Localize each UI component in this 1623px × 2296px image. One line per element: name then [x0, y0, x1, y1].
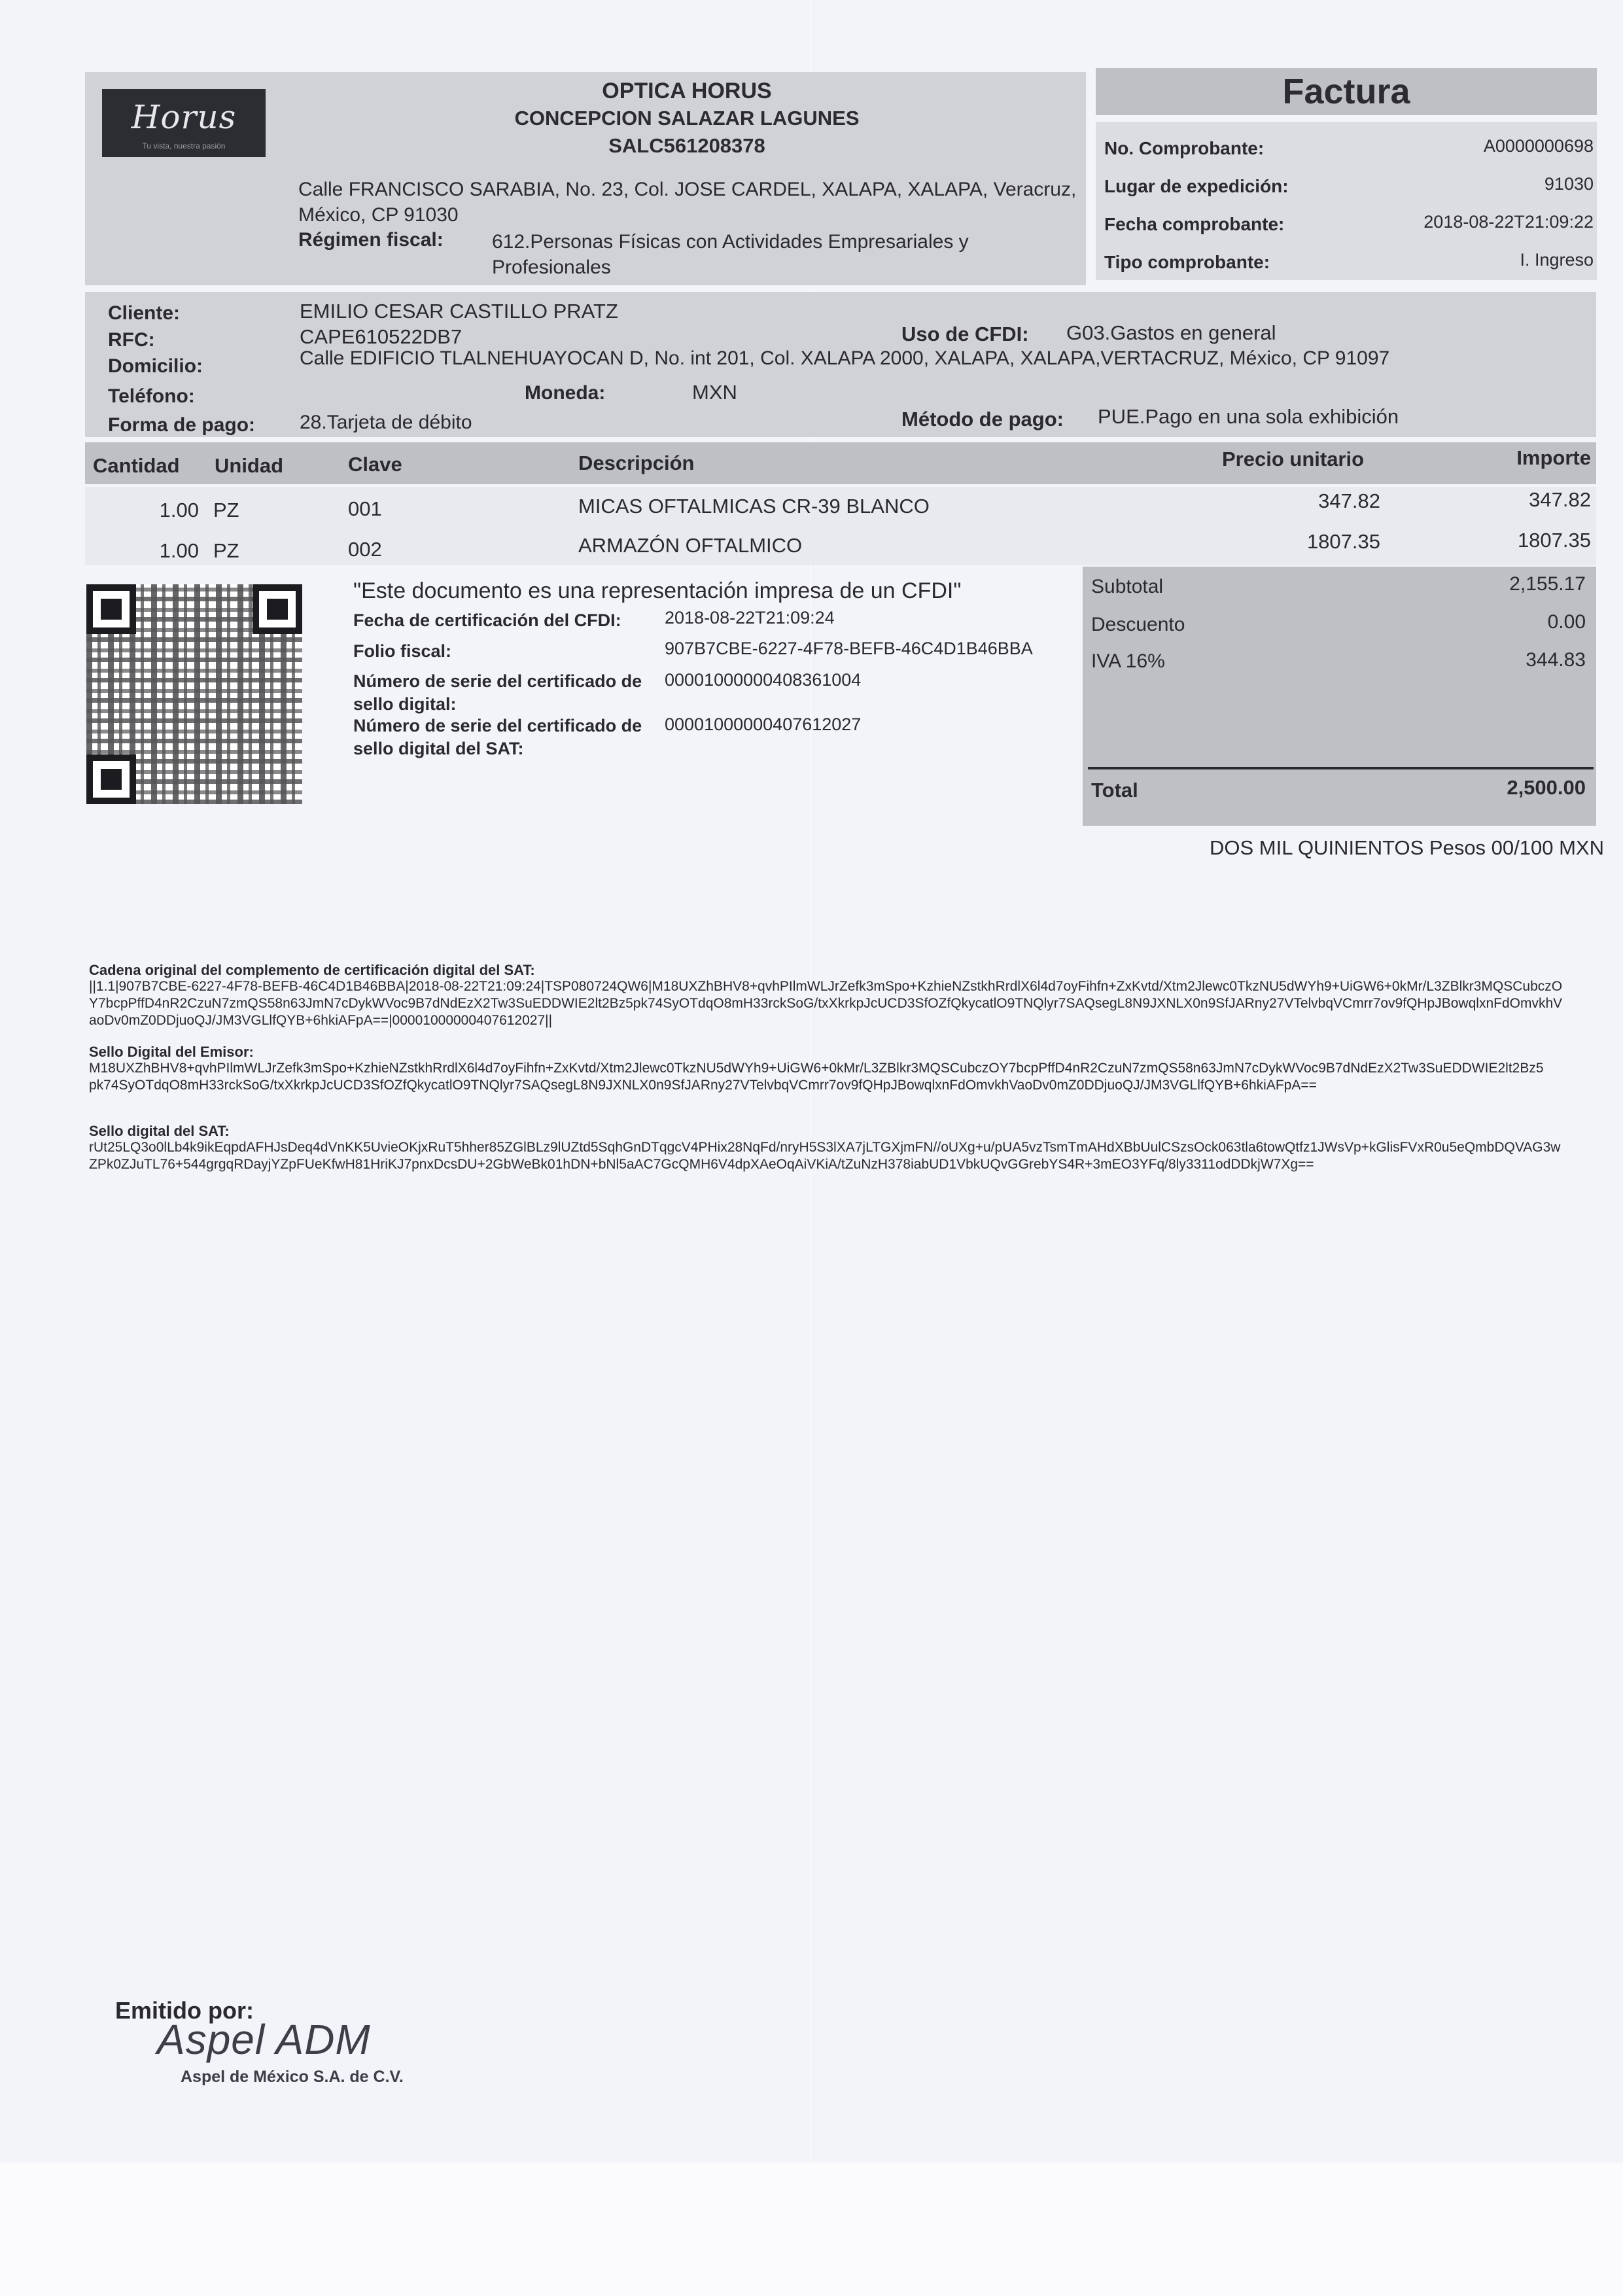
col-precio-header: Precio unitario	[1222, 448, 1365, 470]
metodo-pago-label: Método de pago:	[901, 408, 1064, 431]
lugar-expedicion-value: 91030	[1544, 174, 1594, 194]
no-comprobante-value: A0000000698	[1483, 136, 1594, 156]
tipo-comprobante-value: I. Ingreso	[1520, 250, 1594, 270]
iva-label: IVA 16%	[1091, 650, 1165, 672]
telefono-label: Teléfono:	[108, 385, 195, 407]
row1-importe: 347.82	[1529, 488, 1591, 511]
total-divider	[1088, 767, 1594, 769]
cadena-original-value: ||1.1|907B7CBE-6227-4F78-BEFB-46C4D1B46BBA|2018-08-22T21:09:24|TSP080724QW6|M18UXZhBHV8+qvhPIlmWLJrZefk3mSpo+KzhieNZstkhRrdlX6l4d7oyFihfn+ZxKvtd/Xtm2Jlewc0TkzNU5dWYh9+UiGW6+0kMr/L3ZBlkr3MQSCubczOY7bcpPffD4nR2CzuN7zmQS58n63JmN7cDykWVoc9B7dNdEzX2Tw3SuEDDWIE2lt2Bz5pk74SyOTdqO8mH33rckSoG/txXkrkpJcUCD3SfOZfQkycatlO9TNQlyr7SAQsegL8N9JXNLX0n9SfJARny27VTelvbqVCmrr7ov9fQHpJBowqlxnFdOmvkhVaoDv0mZ0DDjuoQJ/JM3VGLlfQYB+6hkiAFpA==|00001000000407612027||	[89, 979, 1563, 1028]
aspel-company: Aspel de México S.A. de C.V.	[181, 2068, 404, 2086]
sello-sat-label: Sello digital del SAT:	[89, 1123, 230, 1139]
col-clave-header: Clave	[348, 453, 402, 476]
metodo-pago-value: PUE.Pago en una sola exhibición	[1098, 405, 1399, 428]
subtotal-label: Subtotal	[1091, 576, 1164, 597]
logo-text: Horus	[131, 98, 237, 136]
business-logo	[102, 89, 266, 157]
row2-importe: 1807.35	[1517, 529, 1591, 552]
row2-descripcion: ARMAZÓN OFTALMICO	[578, 534, 803, 557]
aspel-logo: Aspel ADM	[157, 2016, 371, 2063]
descuento-label: Descuento	[1091, 614, 1185, 635]
row1-precio: 347.82	[1318, 489, 1380, 512]
logo-subtext: Tu vista, nuestra pasión	[142, 141, 226, 150]
row1-descripcion: MICAS OFTALMICAS CR-39 BLANCO	[578, 495, 930, 518]
qr-finder-top-left	[86, 584, 136, 634]
row1-unidad: PZ	[213, 499, 239, 521]
folio-fiscal-value: 907B7CBE-6227-4F78-BEFB-46C4D1B46BBA	[665, 639, 1033, 658]
qr-code	[86, 584, 302, 804]
serie-sat-label: Número de serie del certificado de sello digital del SAT:	[353, 716, 642, 759]
domicilio-label: Domicilio:	[108, 355, 203, 377]
domicilio-value: Calle EDIFICIO TLALNEHUAYOCAN D, No. int 201, Col. XALAPA 2000, XALAPA, XALAPA,VERTACRUZ, México, CP 91097	[300, 347, 1390, 369]
row2-precio: 1807.35	[1306, 530, 1380, 553]
business-name: OPTICA HORUS	[602, 79, 772, 103]
folio-fiscal-label: Folio fiscal:	[353, 641, 452, 661]
serie-cert-value: 00001000000408361004	[665, 670, 862, 690]
col-descripcion-header: Descripción	[578, 451, 695, 474]
fecha-cert-value: 2018-08-22T21:09:24	[665, 608, 835, 627]
cliente-value: EMILIO CESAR CASTILLO PRATZ	[300, 300, 618, 323]
col-unidad-header: Unidad	[215, 454, 284, 477]
items-table-header	[85, 442, 1596, 484]
page-background-bottom	[0, 2163, 1623, 2296]
sello-sat-value: rUt25LQ3o0lLb4k9ikEqpdAFHJsDeq4dVnKK5UvieOKjxRuT5hher85ZGlBLz9lUZtd5SqhGnDTqgcV4PHix28NqFd/nryH5S3lXA7jLTGXjmFN//oUXg+u/pUA5vzTsmTmAHdXBbUulCSzsOck063tla6towQtfz1JWsVp+kGlisFVxR0u5eQmbDQVAG3wZPk0ZJuTL76+544grgqRDayjYZpFUeKfwH81HriKJ7pnxDcsDU+2GbWeBk01hDN+bNl5aAC7GcQMH6V4dpXAeOqAiVKiA/tZuNzH378iabUD1VbkUQvGGrebYS4R+3mEO3YFq/8ly3311odDDkjW7Xg==	[89, 1140, 1561, 1172]
cliente-label: Cliente:	[108, 302, 181, 324]
regimen-label: Régimen fiscal:	[298, 229, 444, 251]
row2-clave: 002	[348, 538, 382, 561]
moneda-label: Moneda:	[525, 382, 606, 404]
col-importe-header: Importe	[1516, 446, 1591, 469]
amount-in-words: DOS MIL QUINIENTOS Pesos 00/100 MXN	[1210, 836, 1604, 859]
cadena-original-label: Cadena original del complemento de certificación digital del SAT:	[89, 962, 535, 978]
no-comprobante-label: No. Comprobante:	[1104, 138, 1265, 158]
fecha-cert-label: Fecha de certificación del CFDI:	[353, 610, 621, 630]
row2-cantidad: 1.00	[159, 539, 199, 562]
fecha-comprobante-label: Fecha comprobante:	[1104, 214, 1285, 234]
forma-pago-label: Forma de pago:	[108, 414, 256, 436]
factura-title: Factura	[1282, 72, 1410, 111]
lugar-expedicion-label: Lugar de expedición:	[1104, 176, 1289, 196]
sello-emisor-value: M18UXZhBHV8+qvhPIlmWLJrZefk3mSpo+KzhieNZstkhRrdlX6l4d7oyFihfn+ZxKvtd/Xtm2Jlewc0TkzNU5dWYh9+UiGW6+0kMr/L3ZBlkr3MQSCubczOY7bcpPffD4nR2CzuN7zmQS58n63JmN7cDykWVoc9B7dNdEzX2Tw3SuEDDWIE2lt2Bz5pk74SyOTdqO8mH33rckSoG/txXkrkpJcUCD3SfOZfQkycatlO9TNQlyr7SAQsegL8N9JXNLX0n9SfJARny27VTelvbqVCmrr7ov9fQHpJBowqlxnFdOmvkhVaoDv0mZ0DDjuoQJ/JM3VGLlfQYB+6hkiAFpA==	[89, 1061, 1544, 1093]
qr-finder-bottom-left	[86, 754, 136, 804]
row2-unidad: PZ	[213, 539, 239, 562]
row1-clave: 001	[348, 497, 382, 520]
serie-cert-label: Número de serie del certificado de sello digital:	[353, 671, 642, 715]
forma-pago-value: 28.Tarjeta de débito	[300, 412, 472, 433]
tipo-comprobante-label: Tipo comprobante:	[1104, 252, 1270, 272]
subtotal-value: 2,155.17	[1509, 573, 1586, 595]
moneda-value: MXN	[692, 381, 737, 404]
issuer-address: Calle FRANCISCO SARABIA, No. 23, Col. JOSE CARDEL, XALAPA, XALAPA, Veracruz, México, CP 91030	[298, 179, 1077, 226]
total-value: 2,500.00	[1507, 776, 1586, 799]
descuento-value: 0.00	[1547, 611, 1586, 633]
sello-emisor-label: Sello Digital del Emisor:	[89, 1044, 254, 1060]
rfc-label: RFC:	[108, 329, 155, 351]
uso-cfdi-label: Uso de CFDI:	[901, 323, 1029, 345]
col-cantidad-header: Cantidad	[93, 454, 180, 477]
emitido-por-label: Emitido por:	[115, 1997, 254, 2024]
fecha-comprobante-value: 2018-08-22T21:09:22	[1423, 212, 1594, 232]
serie-sat-value: 00001000000407612027	[665, 715, 862, 734]
uso-cfdi-value: G03.Gastos en general	[1066, 321, 1276, 344]
total-label: Total	[1091, 779, 1138, 802]
qr-finder-top-right	[253, 584, 302, 634]
regimen-value: 612.Personas Físicas con Actividades Empresariales y Profesionales	[492, 231, 969, 278]
cfdi-representation-note: "Este documento es una representación impresa de un CFDI"	[353, 578, 962, 603]
iva-value: 344.83	[1526, 649, 1586, 671]
row1-cantidad: 1.00	[159, 499, 199, 521]
owner-name: CONCEPCION SALAZAR LAGUNES	[514, 107, 860, 130]
issuer-rfc: SALC561208378	[608, 134, 765, 157]
rfc-value: CAPE610522DB7	[300, 325, 462, 348]
